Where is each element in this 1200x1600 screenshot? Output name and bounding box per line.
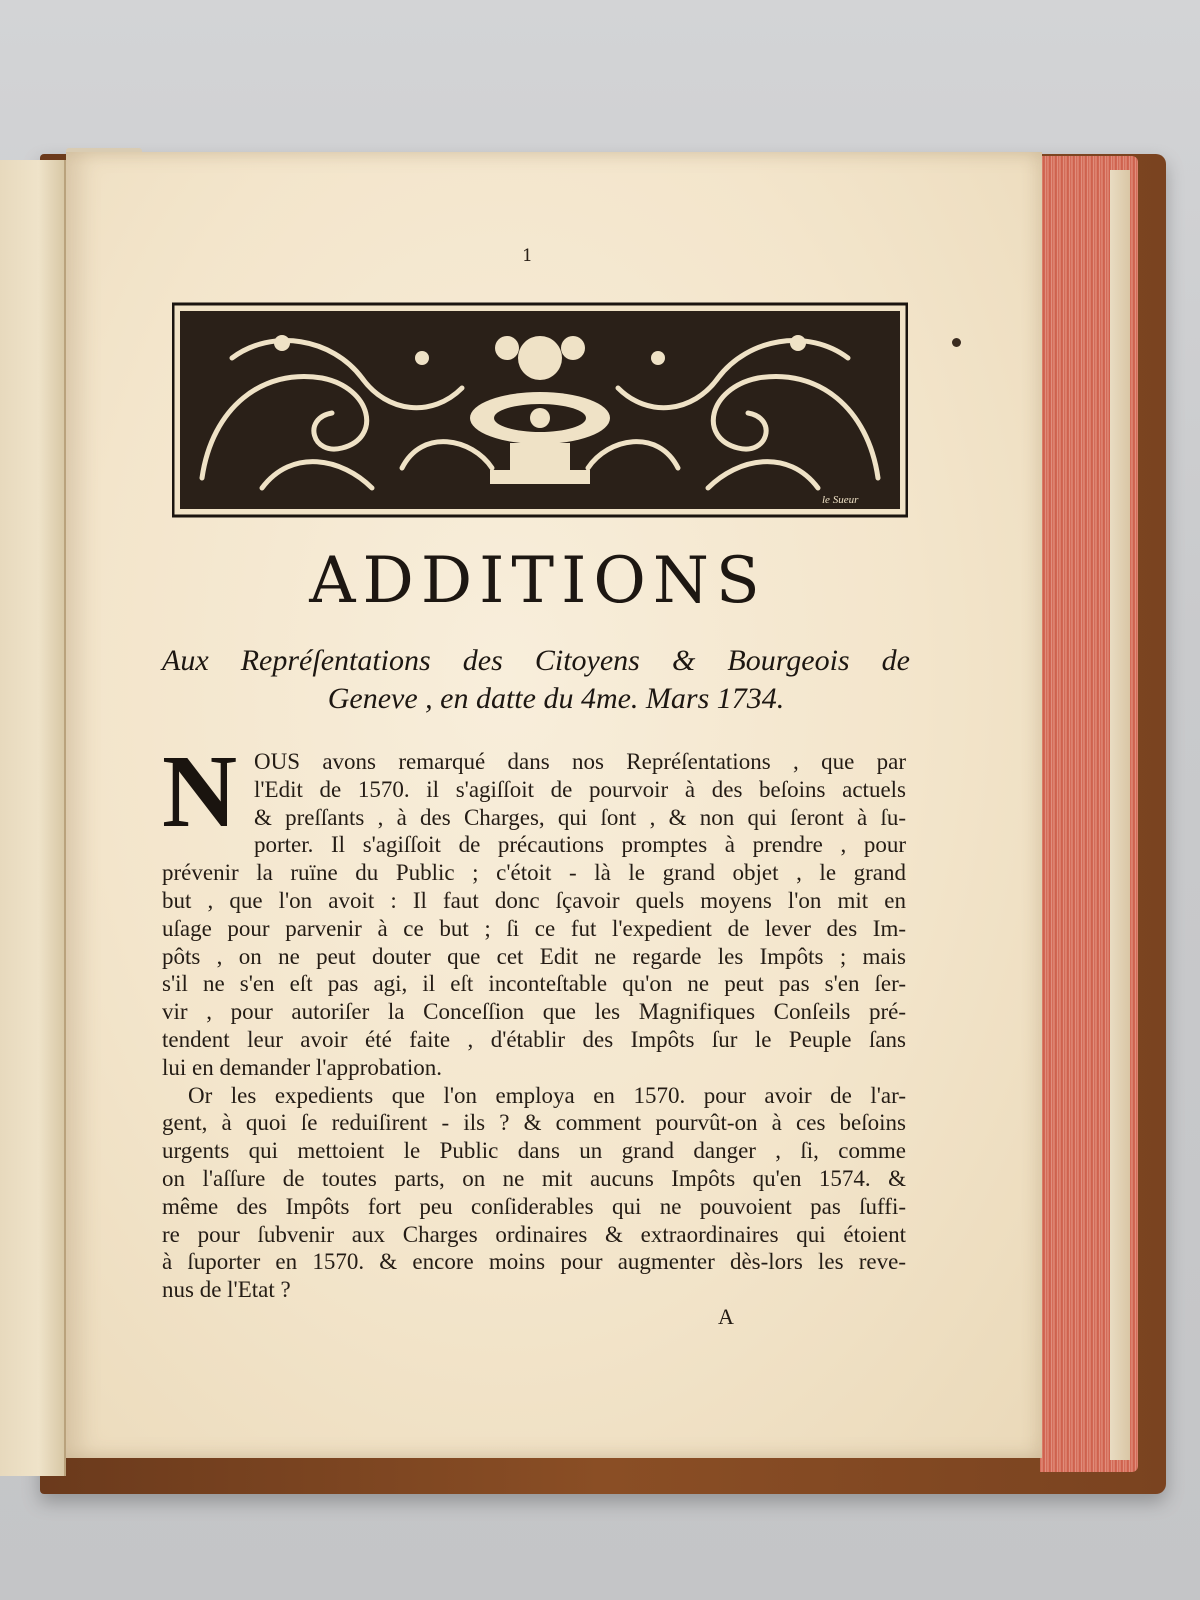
ornament-signature: le Sueur	[822, 494, 859, 506]
text-line: même des Impôts fort peu conſiderables qui ne pouvoient pas ſuffi-	[162, 1193, 906, 1219]
paragraph-1	[162, 734, 906, 1082]
text-line: nus de l'Etat ?	[162, 1277, 291, 1303]
page-block-inner	[1110, 170, 1130, 1460]
subtitle-line-1: Aux Repréſentations des Citoyens & Bourgeois de	[162, 644, 910, 677]
drop-cap: N	[162, 734, 238, 849]
text-line: prévenir la ruïne du Public ; c'étoit - là le grand objet , le grand	[162, 860, 906, 886]
catchword: A	[718, 1304, 734, 1329]
text-line: Or les expedients que l'on employa en 1570. pour avoir de l'ar-	[188, 1082, 906, 1108]
page-number: 1	[522, 246, 533, 266]
subtitle	[162, 642, 910, 718]
text-line: tendent leur avoir été faite , d'établir des Impôts ſur le Peuple ſans	[162, 1026, 906, 1052]
ink-speck	[952, 338, 961, 347]
ornament-headpiece	[172, 298, 908, 518]
text-line: but , que l'on avoit : Il faut donc ſçavoir quels moyens l'on mit en	[162, 887, 906, 913]
text-line: à ſuporter en 1570. & encore moins pour augmenter dès-lors les reve-	[162, 1249, 906, 1275]
text-line: vir , pour autoriſer la Conceſſion que les Magnifiques Conſeils pré-	[162, 999, 906, 1025]
text-line: lui en demander l'approbation.	[162, 1054, 443, 1080]
text-line: re pour ſubvenir aux Charges ordinaires & extraordinaires qui étoient	[162, 1221, 906, 1247]
text-line: gent, à quoi ſe reduiſirent - ils ? & comment pourvût-on à ces beſoins	[162, 1110, 906, 1136]
paragraph-2	[162, 1082, 906, 1304]
text-line: OUS avons remarqué dans nos Repréſentations , que par	[254, 749, 906, 774]
subtitle-line-2: Geneve , en datte du 4me. Mars 1734.	[327, 682, 785, 715]
text-line: s'il ne s'en eſt pas agi, il eſt inconteſtable qu'on ne peut pas s'en ſer-	[162, 971, 906, 997]
body-text	[162, 734, 906, 1304]
text-line: urgents qui mettoient le Public dans un grand danger , ſi, comme	[162, 1138, 906, 1164]
page-title: ADDITIONS	[309, 544, 767, 618]
book-page	[66, 152, 1042, 1458]
text-line: & preſſants , à des Charges, qui ſont , & non qui ſeront à ſu-	[254, 804, 906, 830]
text-line: on l'aſſure de toutes parts, on ne mit aucuns Impôts qu'en 1574. &	[162, 1165, 906, 1191]
text-line: uſage pour parvenir à ce but ; ſi ce fut l'expedient de lever des Im-	[162, 915, 906, 941]
text-line: l'Edit de 1570. il s'agiſſoit de pourvoir à des beſoins actuels	[254, 776, 906, 802]
left-page-edge	[0, 160, 66, 1476]
text-line: porter. Il s'agiſſoit de précautions promptes à prendre , pour	[254, 832, 906, 858]
text-line: pôts , on ne peut douter que cet Edit ne regarde les Impôts ; mais	[162, 943, 906, 969]
